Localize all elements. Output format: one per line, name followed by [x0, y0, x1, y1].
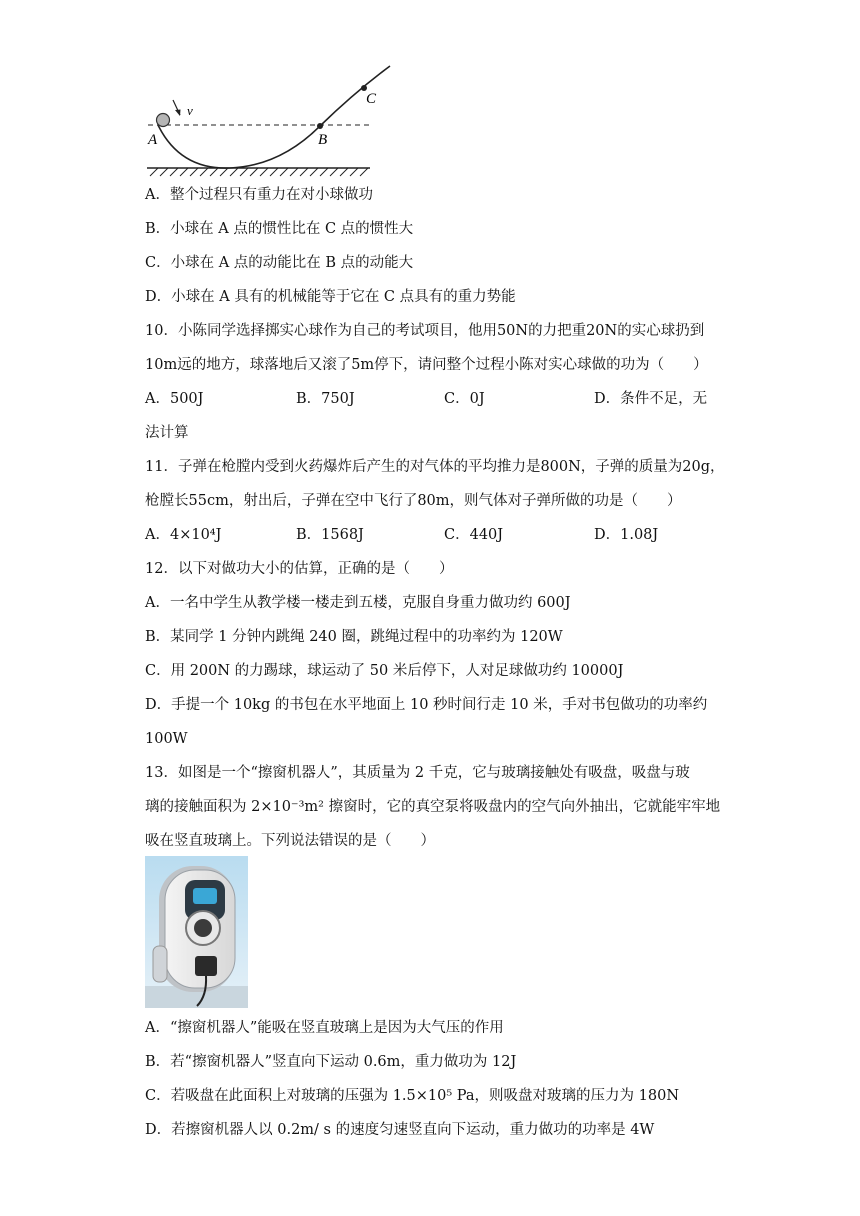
q11-stem-line2: 枪膛长55cm，射出后，子弹在空中飞行了80m，则气体对子弹所做的功是（ ）	[145, 493, 682, 509]
q12-option-d: D．手提一个 10kg 的书包在水平地面上 10 秒时间行走 10 米，手对书包做功的功率约	[145, 697, 708, 713]
q11-option-c: C．440J	[444, 527, 504, 543]
q13-option-b: B．若“擦窗机器人”竖直向下运动 0.6m，重力做功为 12J	[145, 1054, 517, 1070]
q10-option-d-cont: 法计算	[145, 425, 189, 441]
velocity-arrowhead	[175, 110, 181, 117]
q11-stem-line1: 11．子弹在枪膛内受到火药爆炸后产生的对气体的平均推力是800N，子弹的质量为20g，	[145, 459, 725, 475]
label-c: C	[366, 91, 377, 107]
q12-option-d-cont: 100W	[145, 731, 188, 747]
q9-option-a: A．整个过程只有重力在对小球做功	[145, 187, 373, 203]
q13-option-d: D．若擦窗机器人以 0.2m/ s 的速度匀速竖直向下运动，重力做功的功率是 4W	[145, 1122, 655, 1138]
q13-stem-line3: 吸在竖直玻璃上。下列说法错误的是（ ）	[145, 833, 435, 849]
label-b: B	[318, 132, 328, 148]
track-diagram	[140, 60, 400, 180]
q12-option-c: C．用 200N 的力踢球，球运动了 50 米后停下，人对足球做功约 10000J	[145, 663, 624, 679]
q11-option-d: D．1.08J	[594, 527, 659, 543]
q9-option-d: D．小球在 A 具有的机械能等于它在 C 点具有的重力势能	[145, 289, 516, 305]
point-b-dot	[317, 123, 323, 129]
q10-stem-line1: 10．小陈同学选择掷实心球作为自己的考试项目，他用50N的力把重20N的实心球扔到	[145, 323, 705, 339]
label-v: v	[187, 103, 193, 118]
q10-option-d: D．条件不足，无	[594, 391, 708, 407]
q9-option-b: B．小球在 A 点的惯性比在 C 点的惯性大	[145, 221, 414, 237]
q9-option-c: C．小球在 A 点的动能比在 B 点的动能大	[145, 255, 414, 271]
q10-option-c: C．0J	[444, 391, 485, 407]
window-robot-photo	[145, 856, 248, 1008]
q13-stem-line2: 璃的接触面积为 2×10⁻³m² 擦窗时，它的真空泵将吸盘内的空气向外抽出，它就能牢牢地	[145, 799, 721, 815]
q12-option-a: A．一名中学生从教学楼一楼走到五楼，克服自身重力做功约 600J	[145, 595, 571, 611]
label-a: A	[148, 132, 158, 148]
ground-hatching	[150, 168, 368, 176]
q10-stem-line2: 10m远的地方，球落地后又滚了5m停下，请问整个过程小陈对实心球做的功为（ ）	[145, 357, 708, 373]
q13-option-c: C．若吸盘在此面积上对玻璃的压强为 1.5×10⁵ Pa，则吸盘对玻璃的压力为 180N	[145, 1088, 680, 1104]
q11-option-b: B．1568J	[296, 527, 364, 543]
ball	[157, 114, 170, 127]
q13-stem-line1: 13．如图是一个“擦窗机器人”，其质量为 2 千克，它与玻璃接触处有吸盘，吸盘与玻	[145, 765, 690, 781]
q11-option-a: A．4×10⁴J	[145, 527, 222, 543]
q13-option-a: A．“擦窗机器人”能吸在竖直玻璃上是因为大气压的作用	[145, 1020, 504, 1036]
track-curve	[158, 66, 390, 168]
q12-option-b: B．某同学 1 分钟内跳绳 240 圈，跳绳过程中的功率约为 120W	[145, 629, 563, 645]
q12-stem: 12．以下对做功大小的估算，正确的是（ ）	[145, 561, 454, 577]
q10-option-b: B．750J	[296, 391, 355, 407]
q10-option-a: A．500J	[145, 391, 204, 407]
